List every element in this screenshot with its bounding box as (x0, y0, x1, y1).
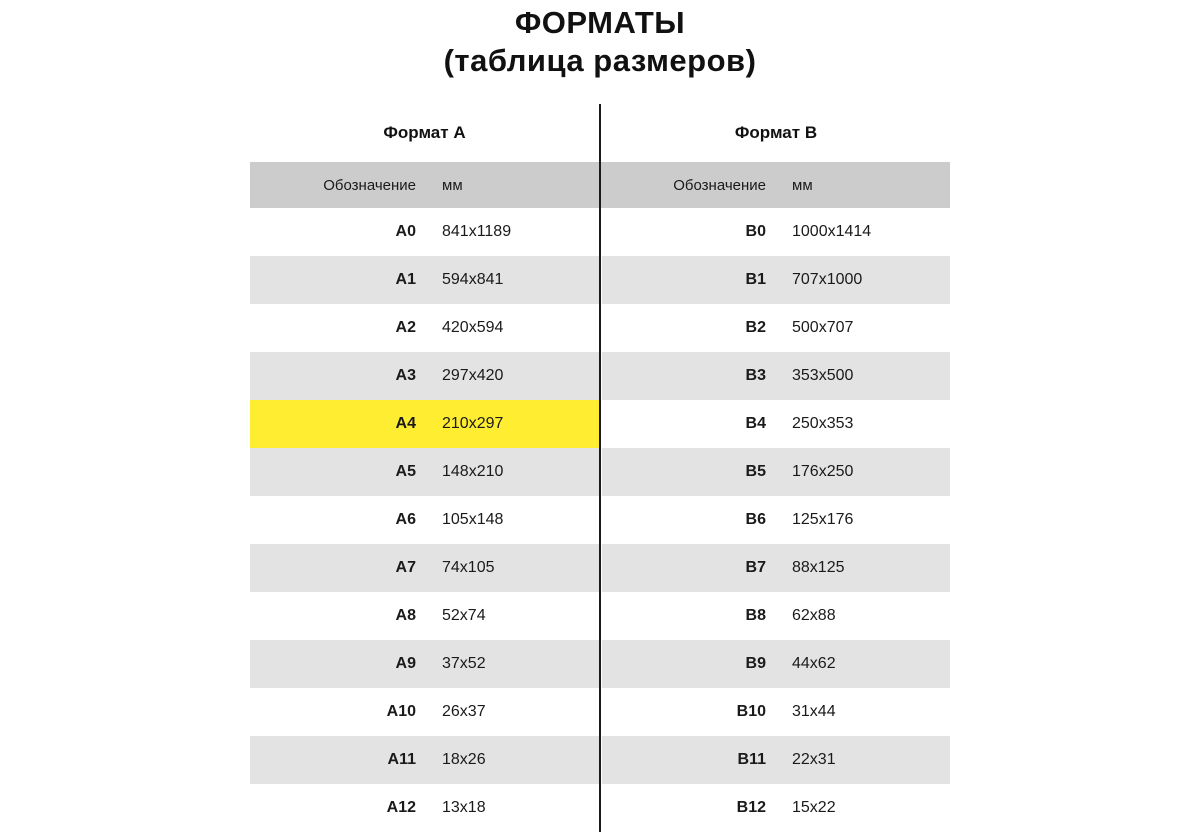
table-row (250, 256, 950, 304)
cell-b-code: B9 (602, 640, 780, 688)
cell-b-code: B11 (602, 736, 780, 784)
cell-b-mm: 250x353 (780, 400, 950, 448)
header-b-mm: мм (780, 162, 950, 208)
cell-a-code: A10 (250, 688, 430, 736)
cell-b-code: B3 (602, 352, 780, 400)
cell-b-mm: 500x707 (780, 304, 950, 352)
cell-a-code: A1 (250, 256, 430, 304)
table-row (250, 784, 950, 832)
formats-table-wrapper (250, 104, 950, 832)
cell-b-mm: 353x500 (780, 352, 950, 400)
table-row (250, 688, 950, 736)
cell-b-code: B5 (602, 448, 780, 496)
group-header-b: Формат B (602, 104, 950, 162)
cell-a-code: A7 (250, 544, 430, 592)
table-row-highlighted (250, 400, 950, 448)
header-a-mm: мм (430, 162, 600, 208)
cell-a-code: A3 (250, 352, 430, 400)
cell-a-code: A11 (250, 736, 430, 784)
cell-b-mm: 125x176 (780, 496, 950, 544)
cell-a-mm: 37x52 (430, 640, 600, 688)
formats-table (250, 104, 950, 832)
cell-b-code: B12 (602, 784, 780, 832)
cell-a-code: A6 (250, 496, 430, 544)
cell-a-mm: 841x1189 (430, 208, 600, 256)
cell-b-code: B2 (602, 304, 780, 352)
cell-a-mm: 26x37 (430, 688, 600, 736)
cell-a-code: A2 (250, 304, 430, 352)
group-header-row (250, 104, 950, 162)
cell-b-mm: 31x44 (780, 688, 950, 736)
cell-b-mm: 707x1000 (780, 256, 950, 304)
cell-a-mm: 74x105 (430, 544, 600, 592)
cell-b-mm: 22x31 (780, 736, 950, 784)
table-row (250, 448, 950, 496)
table-row (250, 736, 950, 784)
cell-a-mm: 148x210 (430, 448, 600, 496)
title-line-1: ФОРМАТЫ (514, 5, 686, 40)
header-b-code: Обозначение (602, 162, 780, 208)
table-row (250, 304, 950, 352)
page-title (0, 0, 1200, 80)
cell-b-mm: 15x22 (780, 784, 950, 832)
table-row (250, 640, 950, 688)
cell-b-code: B10 (602, 688, 780, 736)
cell-a-mm: 297x420 (430, 352, 600, 400)
cell-b-code: B1 (602, 256, 780, 304)
cell-b-mm: 62x88 (780, 592, 950, 640)
table-row (250, 592, 950, 640)
table-row (250, 208, 950, 256)
header-a-code: Обозначение (250, 162, 430, 208)
cell-b-mm: 88x125 (780, 544, 950, 592)
table-row (250, 496, 950, 544)
cell-a-code: A9 (250, 640, 430, 688)
cell-b-code: B4 (602, 400, 780, 448)
cell-a-mm: 52x74 (430, 592, 600, 640)
cell-a-code: A8 (250, 592, 430, 640)
title-line-2: (таблица размеров) (443, 43, 757, 78)
table-row (250, 352, 950, 400)
group-header-a: Формат A (250, 104, 600, 162)
cell-a-mm: 594x841 (430, 256, 600, 304)
cell-b-code: B8 (602, 592, 780, 640)
cell-a-mm: 105x148 (430, 496, 600, 544)
formats-table-body (250, 104, 950, 832)
cell-a-mm: 13x18 (430, 784, 600, 832)
cell-b-mm: 1000x1414 (780, 208, 950, 256)
cell-a-mm: 210x297 (430, 400, 600, 448)
cell-a-code: A0 (250, 208, 430, 256)
column-header-row (250, 162, 950, 208)
cell-a-code: A4 (250, 400, 430, 448)
cell-b-mm: 176x250 (780, 448, 950, 496)
cell-b-code: B6 (602, 496, 780, 544)
cell-a-mm: 18x26 (430, 736, 600, 784)
cell-a-code: A5 (250, 448, 430, 496)
cell-a-code: A12 (250, 784, 430, 832)
cell-a-mm: 420x594 (430, 304, 600, 352)
cell-b-code: B0 (602, 208, 780, 256)
cell-b-code: B7 (602, 544, 780, 592)
table-row (250, 544, 950, 592)
cell-b-mm: 44x62 (780, 640, 950, 688)
